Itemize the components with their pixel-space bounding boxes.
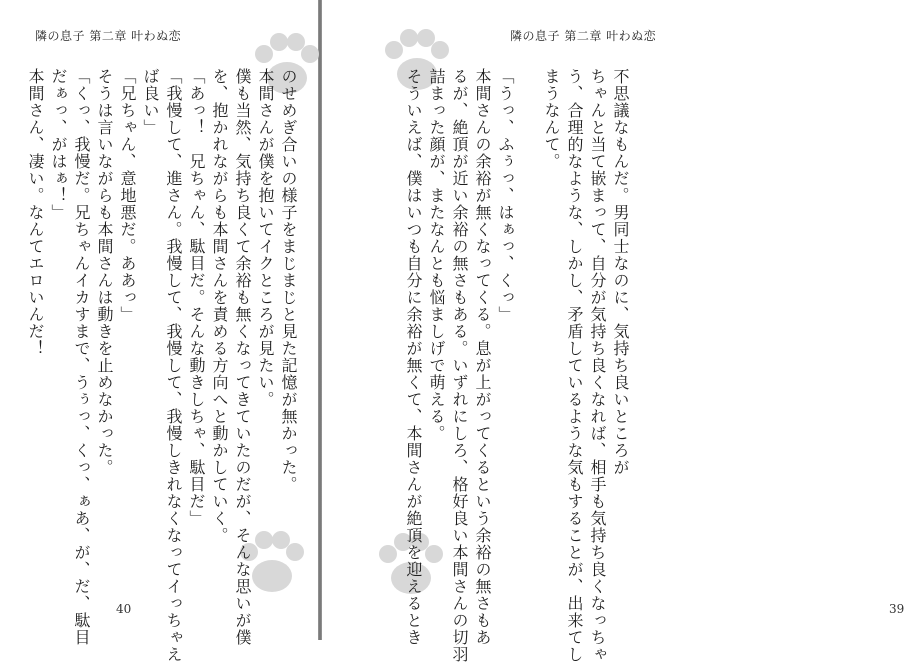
text-line: ば良い」 bbox=[141, 68, 160, 136]
text-line: 本間さん、凄い。なんてエロいんだ！ bbox=[26, 68, 45, 357]
text-line: 「兄ちゃん、意地悪だ。ああっ」 bbox=[118, 68, 137, 323]
text-line: 本間さんが僕を抱いてイクところが見たい。 bbox=[256, 68, 275, 408]
text-line: るが、絶頂が近い余裕の無さもある。いずれにしろ、格好良い本間さんの切羽 bbox=[450, 68, 469, 663]
text-line: のせめぎ合いの様子をまじまじと見た記憶が無かった。 bbox=[279, 68, 298, 493]
text-line: 「あっ！ 兄ちゃん、駄目だ。そんな動きしちゃ、駄目だ」 bbox=[187, 68, 206, 527]
text-line bbox=[517, 68, 540, 588]
body-text bbox=[402, 68, 632, 663]
text-line: 「うっ、ふぅっ、はぁっ、くっ」 bbox=[496, 68, 515, 323]
text-line: 「我慢して、進さん。我慢して、我慢して、我慢しきれなくなってイっちゃえ bbox=[164, 68, 183, 663]
text-line: まうなんて。 bbox=[542, 68, 561, 170]
running-head: 隣の息子 第二章 叶わぬ恋 bbox=[35, 29, 182, 43]
text-line: そういえば、僕はいつも自分に余裕が無くて、本間さんが絶頂を迎えるとき bbox=[404, 68, 423, 646]
text-line: そうは言いながらも本間さんは動きを止めなかった。 bbox=[95, 68, 114, 476]
text-line: 詰まった顔が、またなんとも悩ましげで萌える。 bbox=[427, 68, 446, 442]
page-number: 39 bbox=[889, 602, 904, 616]
page-number: 40 bbox=[116, 602, 132, 616]
text-line: だぁっ、がはぁ！」 bbox=[49, 68, 68, 221]
running-head: 隣の息子 第二章 叶わぬ恋 bbox=[510, 29, 657, 43]
right-page bbox=[322, 0, 904, 663]
text-line: ちゃんと当て嵌まって、自分が気持ち良くなれば、相手も気持ち良くなっちゃ bbox=[588, 68, 607, 663]
text-line: 不思議なもんだ。男同士なのに、気持ち良いところが bbox=[611, 68, 630, 476]
text-line: を、抱かれながらも本間さんを責める方向へと動かしていく。 bbox=[210, 68, 229, 544]
text-line: 「くっ、我慢だ。兄ちゃんイカすまで、うぅっ、くっ、ぁあ、が、だ、駄目 bbox=[72, 68, 91, 646]
text-line: う、合理的なような、しかし、矛盾しているような気もすることが、出来てし bbox=[565, 68, 584, 663]
text-line: 本間さんの余裕が無くなってくる。息が上がってくるという余裕の無さもあ bbox=[473, 68, 492, 646]
left-page bbox=[0, 0, 318, 663]
text-line: 僕も当然、気持ち良くて余裕も無くなってきていたのだが、そんな思いが僕 bbox=[233, 68, 252, 646]
